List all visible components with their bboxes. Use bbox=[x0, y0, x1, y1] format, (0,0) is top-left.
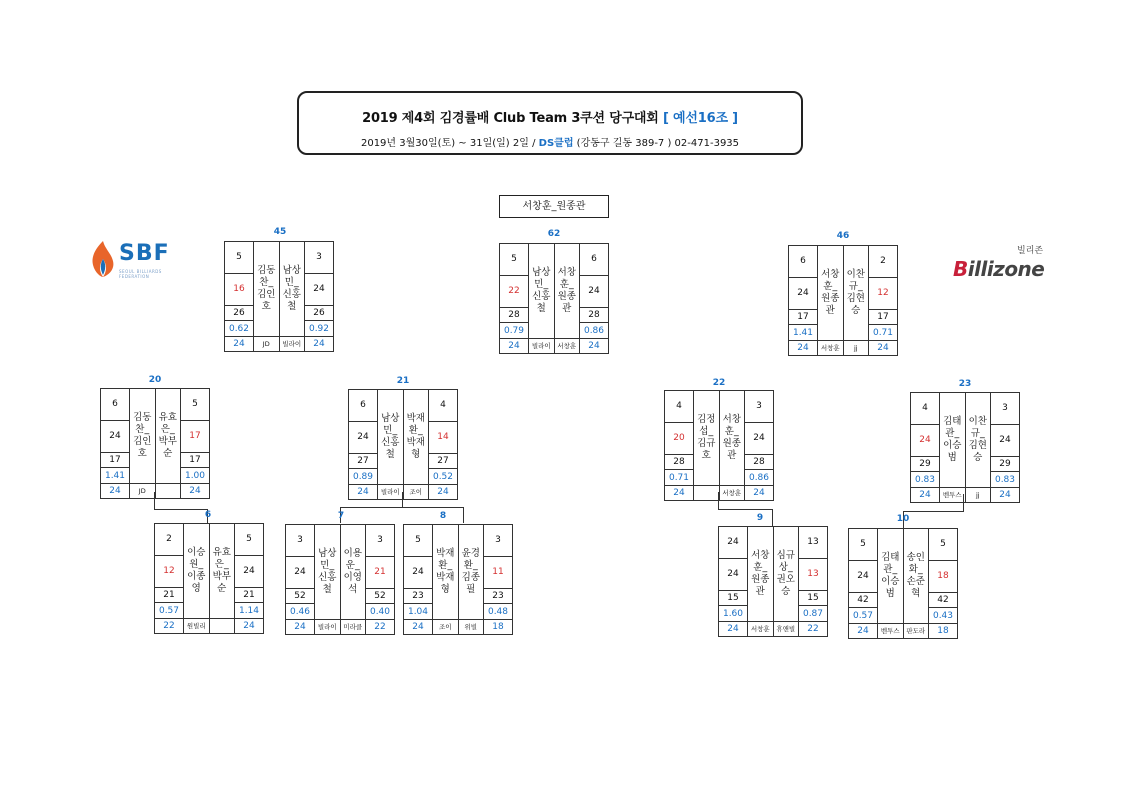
team1-club: 조이 bbox=[433, 619, 459, 634]
team1-handicap: 5 bbox=[225, 242, 254, 274]
match-number-23: 23 bbox=[958, 379, 972, 389]
team1-target: 24 bbox=[404, 619, 433, 634]
team2-handicap: 3 bbox=[745, 391, 774, 423]
team1-average: 0.57 bbox=[155, 603, 184, 618]
final-winner-box: 서창훈_원종관 bbox=[499, 195, 609, 218]
team1-handicap: 4 bbox=[665, 391, 694, 423]
team2-innings: 21 bbox=[235, 588, 264, 603]
match-card-7 bbox=[285, 524, 395, 635]
team2-players: 유효은_박부순 bbox=[209, 524, 235, 619]
sbf-flame-icon bbox=[89, 239, 117, 279]
team1-players: 김정섭_김규호 bbox=[694, 391, 720, 486]
match-card-8 bbox=[403, 524, 513, 635]
venue-address: (강동구 길동 389-7 ) 02-471-3935 bbox=[576, 138, 740, 149]
team2-club: jj bbox=[843, 340, 869, 355]
team1-handicap: 5 bbox=[849, 529, 878, 561]
team2-target: 24 bbox=[580, 338, 609, 353]
team1-score: 24 bbox=[849, 560, 878, 593]
team2-players: 송인화_손준혁 bbox=[903, 529, 929, 624]
team1-players: 남상민_신홍철 bbox=[315, 525, 341, 620]
team2-target: 18 bbox=[929, 623, 958, 638]
team1-score: 22 bbox=[500, 275, 529, 308]
team1-average: 1.41 bbox=[101, 468, 130, 483]
team2-club: 빌라이 bbox=[279, 336, 305, 351]
team2-handicap: 2 bbox=[869, 246, 898, 278]
team1-score: 24 bbox=[911, 424, 940, 457]
billizone-b: B bbox=[953, 257, 968, 281]
match-number-45: 45 bbox=[273, 227, 287, 237]
team1-score: 20 bbox=[665, 422, 694, 455]
team2-average: 0.92 bbox=[305, 321, 334, 336]
sbf-logo-subtext: SEOUL BILLIARDS FEDERATION bbox=[119, 269, 162, 279]
team2-target: 24 bbox=[181, 483, 210, 498]
team2-average: 0.86 bbox=[745, 470, 774, 485]
team2-players: 심규상_권오승 bbox=[773, 527, 799, 622]
title-main: 2019 제4회 김경률배 Club Team 3쿠션 당구대회 bbox=[362, 111, 659, 126]
team1-innings: 17 bbox=[789, 310, 818, 325]
team1-average: 0.71 bbox=[665, 470, 694, 485]
team1-handicap: 5 bbox=[404, 525, 433, 557]
team2-innings: 29 bbox=[991, 457, 1020, 472]
team1-average: 1.41 bbox=[789, 325, 818, 340]
team1-innings: 26 bbox=[225, 306, 254, 321]
team1-score: 24 bbox=[404, 556, 433, 589]
team2-innings: 15 bbox=[799, 591, 828, 606]
team1-average: 1.60 bbox=[719, 606, 748, 621]
team2-average: 1.00 bbox=[181, 468, 210, 483]
match-card-10 bbox=[848, 528, 958, 639]
team2-players: 서창훈_원종관 bbox=[554, 244, 580, 339]
team2-club bbox=[155, 483, 181, 498]
team2-players: 이용운_이영석 bbox=[340, 525, 366, 620]
team1-target: 24 bbox=[789, 340, 818, 355]
team2-handicap: 3 bbox=[484, 525, 513, 557]
billizone-logo bbox=[953, 243, 1063, 283]
team1-average: 0.89 bbox=[349, 469, 378, 484]
team1-players: 이승원_이종영 bbox=[184, 524, 210, 619]
team2-target: 22 bbox=[366, 619, 395, 634]
team1-innings: 23 bbox=[404, 589, 433, 604]
team1-club: 원빌리 bbox=[184, 618, 210, 633]
match-card-46 bbox=[788, 245, 898, 356]
team2-innings: 23 bbox=[484, 589, 513, 604]
team1-players: 남상민_신홍철 bbox=[529, 244, 555, 339]
team1-handicap: 5 bbox=[500, 244, 529, 276]
team2-score: 17 bbox=[181, 420, 210, 453]
team1-club: 빌라이 bbox=[315, 619, 341, 634]
connector-23-h bbox=[903, 511, 964, 512]
title-box bbox=[297, 91, 803, 155]
team1-target: 24 bbox=[849, 623, 878, 638]
team2-handicap: 3 bbox=[305, 242, 334, 274]
team1-target: 24 bbox=[225, 336, 254, 351]
match-card-62 bbox=[499, 243, 609, 354]
team1-players: 김동찬_김인호 bbox=[130, 389, 156, 484]
team1-innings: 15 bbox=[719, 591, 748, 606]
team1-score: 24 bbox=[789, 277, 818, 310]
team1-players: 김태관_이승범 bbox=[940, 393, 966, 488]
match-number-9: 9 bbox=[756, 513, 764, 523]
team1-target: 24 bbox=[665, 485, 694, 500]
match-number-21: 21 bbox=[396, 376, 410, 386]
match-number-10: 10 bbox=[896, 514, 910, 524]
team1-target: 24 bbox=[349, 484, 378, 499]
team1-average: 0.62 bbox=[225, 321, 254, 336]
team2-target: 24 bbox=[235, 618, 264, 633]
team2-innings: 17 bbox=[869, 310, 898, 325]
match-number-6: 6 bbox=[204, 510, 212, 520]
team1-average: 0.79 bbox=[500, 323, 529, 338]
team2-target: 22 bbox=[799, 621, 828, 636]
team2-score: 24 bbox=[991, 424, 1020, 457]
team2-target: 24 bbox=[869, 340, 898, 355]
team2-club: 조이 bbox=[403, 484, 429, 499]
team2-target: 24 bbox=[745, 485, 774, 500]
team1-average: 0.83 bbox=[911, 472, 940, 487]
team1-target: 24 bbox=[286, 619, 315, 634]
team2-average: 0.86 bbox=[580, 323, 609, 338]
team1-handicap: 6 bbox=[789, 246, 818, 278]
team2-score: 24 bbox=[305, 273, 334, 306]
team2-club: 서창훈 bbox=[554, 338, 580, 353]
team2-handicap: 5 bbox=[181, 389, 210, 421]
team1-score: 24 bbox=[101, 420, 130, 453]
match-card-9 bbox=[718, 526, 828, 637]
team2-innings: 28 bbox=[580, 308, 609, 323]
team1-club: 서창훈 bbox=[748, 621, 774, 636]
team1-club: 벤투스 bbox=[878, 623, 904, 638]
match-card-21 bbox=[348, 389, 458, 500]
team2-club: 미라클 bbox=[340, 619, 366, 634]
team2-score: 21 bbox=[366, 556, 395, 589]
team2-average: 0.43 bbox=[929, 608, 958, 623]
team2-club: jj bbox=[965, 487, 991, 502]
match-number-46: 46 bbox=[836, 231, 850, 241]
team1-players: 서창훈_원종관 bbox=[818, 246, 844, 341]
team2-players: 이찬규_김현승 bbox=[843, 246, 869, 341]
team2-score: 24 bbox=[235, 555, 264, 588]
match-card-23 bbox=[910, 392, 1020, 503]
team1-score: 16 bbox=[225, 273, 254, 306]
team2-innings: 52 bbox=[366, 589, 395, 604]
team1-innings: 27 bbox=[349, 454, 378, 469]
match-number-20: 20 bbox=[148, 375, 162, 385]
team1-club bbox=[694, 485, 720, 500]
team1-average: 0.46 bbox=[286, 604, 315, 619]
team1-target: 24 bbox=[911, 487, 940, 502]
team1-score: 24 bbox=[719, 558, 748, 591]
team2-players: 박재환_박재형 bbox=[403, 390, 429, 485]
billizone-wordmark bbox=[953, 257, 1044, 281]
team2-innings: 42 bbox=[929, 593, 958, 608]
team1-players: 서창훈_원종관 bbox=[748, 527, 774, 622]
team1-average: 0.57 bbox=[849, 608, 878, 623]
page-title bbox=[299, 107, 801, 126]
team1-players: 김태관_이승범 bbox=[878, 529, 904, 624]
team1-target: 22 bbox=[155, 618, 184, 633]
team1-average: 1.04 bbox=[404, 604, 433, 619]
team1-target: 24 bbox=[101, 483, 130, 498]
team1-handicap: 6 bbox=[101, 389, 130, 421]
team1-target: 24 bbox=[500, 338, 529, 353]
team2-score: 13 bbox=[799, 558, 828, 591]
match-card-45 bbox=[224, 241, 334, 352]
team1-club: JD bbox=[130, 483, 156, 498]
connector-22-9-h bbox=[718, 509, 773, 510]
team1-innings: 42 bbox=[849, 593, 878, 608]
team2-club: 판도라 bbox=[903, 623, 929, 638]
team2-innings: 17 bbox=[181, 453, 210, 468]
team2-target: 24 bbox=[991, 487, 1020, 502]
team1-score: 12 bbox=[155, 555, 184, 588]
team1-club: 벤투스 bbox=[940, 487, 966, 502]
team2-club: 서창훈 bbox=[719, 485, 745, 500]
team2-average: 0.52 bbox=[429, 469, 458, 484]
team1-players: 김동찬_김인호 bbox=[254, 242, 280, 337]
team2-score: 11 bbox=[484, 556, 513, 589]
team1-players: 남상민_신홍철 bbox=[378, 390, 404, 485]
team2-handicap: 13 bbox=[799, 527, 828, 559]
team2-handicap: 5 bbox=[929, 529, 958, 561]
connector-21-8 bbox=[463, 507, 464, 523]
match-number-62: 62 bbox=[547, 229, 561, 239]
team2-score: 24 bbox=[745, 422, 774, 455]
team1-handicap: 6 bbox=[349, 390, 378, 422]
team1-score: 24 bbox=[349, 421, 378, 454]
match-card-20 bbox=[100, 388, 210, 499]
team1-target: 24 bbox=[719, 621, 748, 636]
team1-innings: 28 bbox=[665, 455, 694, 470]
team2-innings: 28 bbox=[745, 455, 774, 470]
connector-21-h bbox=[340, 507, 464, 508]
team1-club: 빌라이 bbox=[378, 484, 404, 499]
title-group-label: [ 예선16조 ] bbox=[662, 111, 738, 126]
team1-innings: 52 bbox=[286, 589, 315, 604]
team1-innings: 17 bbox=[101, 453, 130, 468]
team2-handicap: 5 bbox=[235, 524, 264, 556]
team2-players: 윤경환_김종필 bbox=[458, 525, 484, 620]
team2-players: 유효은_박부순 bbox=[155, 389, 181, 484]
team1-handicap: 24 bbox=[719, 527, 748, 559]
team1-score: 24 bbox=[286, 556, 315, 589]
team1-innings: 28 bbox=[500, 308, 529, 323]
team2-average: 1.14 bbox=[235, 603, 264, 618]
team1-handicap: 3 bbox=[286, 525, 315, 557]
team2-target: 24 bbox=[305, 336, 334, 351]
match-card-22 bbox=[664, 390, 774, 501]
event-info bbox=[299, 134, 801, 149]
team1-players: 박재환_박재형 bbox=[433, 525, 459, 620]
team2-average: 0.71 bbox=[869, 325, 898, 340]
team2-score: 18 bbox=[929, 560, 958, 593]
team2-innings: 27 bbox=[429, 454, 458, 469]
team2-score: 14 bbox=[429, 421, 458, 454]
team2-players: 이찬규_김현승 bbox=[965, 393, 991, 488]
match-number-8: 8 bbox=[439, 511, 447, 521]
team2-average: 0.87 bbox=[799, 606, 828, 621]
team1-club: 빌라이 bbox=[529, 338, 555, 353]
team1-innings: 29 bbox=[911, 457, 940, 472]
venue-name: DS클럽 bbox=[538, 138, 574, 149]
team2-handicap: 3 bbox=[991, 393, 1020, 425]
billizone-korean: 빌리존 bbox=[1017, 246, 1044, 256]
team2-handicap: 3 bbox=[366, 525, 395, 557]
team1-club: JD bbox=[254, 336, 280, 351]
team2-score: 24 bbox=[580, 275, 609, 308]
team2-handicap: 4 bbox=[429, 390, 458, 422]
team1-handicap: 4 bbox=[911, 393, 940, 425]
sbf-logo-text: SBF bbox=[119, 241, 170, 266]
match-card-6 bbox=[154, 523, 264, 634]
team2-club bbox=[209, 618, 235, 633]
team2-target: 24 bbox=[429, 484, 458, 499]
sbf-logo bbox=[89, 239, 189, 279]
team2-players: 남상민_신홍철 bbox=[279, 242, 305, 337]
team2-club: 휴앤빌 bbox=[773, 621, 799, 636]
team2-handicap: 6 bbox=[580, 244, 609, 276]
team2-average: 0.40 bbox=[366, 604, 395, 619]
event-dates: 2019년 3월30일(토) ~ 31일(일) 2일 / bbox=[360, 138, 536, 149]
team2-innings: 26 bbox=[305, 306, 334, 321]
match-number-7: 7 bbox=[337, 511, 345, 521]
team2-players: 서창훈_원종관 bbox=[719, 391, 745, 486]
team2-score: 12 bbox=[869, 277, 898, 310]
team2-average: 0.48 bbox=[484, 604, 513, 619]
team1-club: 서창훈 bbox=[818, 340, 844, 355]
team2-target: 18 bbox=[484, 619, 513, 634]
team1-handicap: 2 bbox=[155, 524, 184, 556]
team2-average: 0.83 bbox=[991, 472, 1020, 487]
team1-innings: 21 bbox=[155, 588, 184, 603]
billizone-rest: illizone bbox=[967, 257, 1045, 281]
match-number-22: 22 bbox=[712, 378, 726, 388]
team2-club: 위빌 bbox=[458, 619, 484, 634]
